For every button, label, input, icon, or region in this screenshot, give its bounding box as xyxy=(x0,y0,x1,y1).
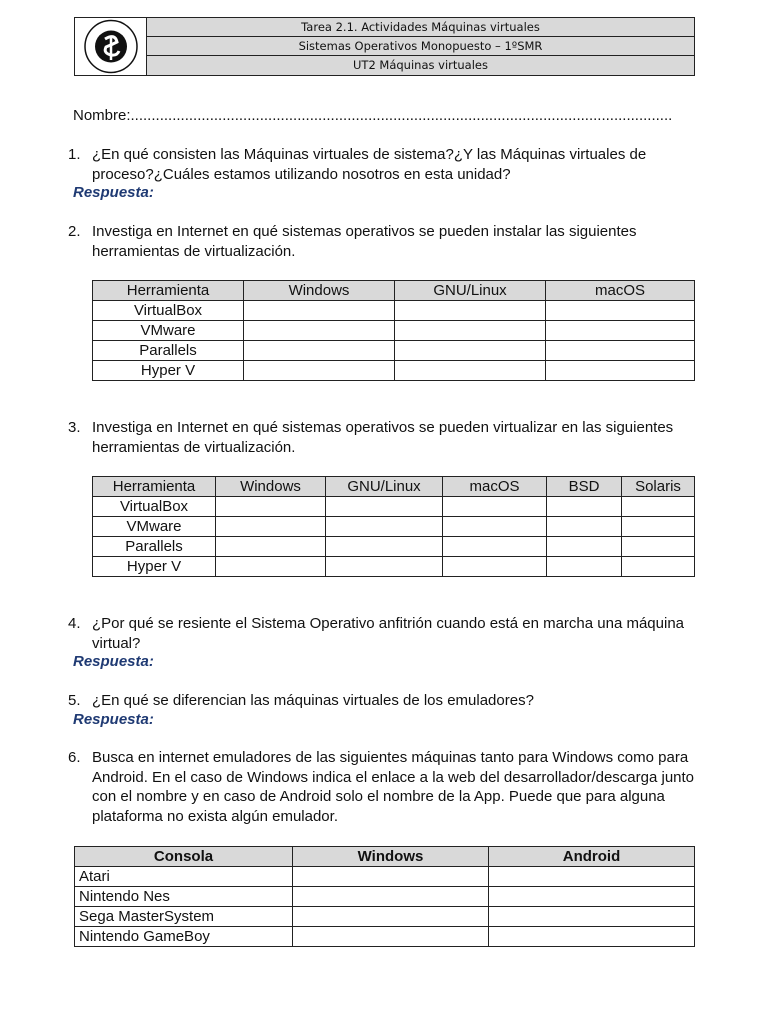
answer-cell[interactable] xyxy=(216,557,326,577)
answer-cell[interactable] xyxy=(293,907,489,927)
table-row xyxy=(93,341,695,361)
table-header-cell: Herramienta xyxy=(93,477,216,497)
response-label: Respuesta: xyxy=(73,711,154,728)
table-row xyxy=(93,537,695,557)
console-name: Atari xyxy=(75,867,293,887)
table-header-cell: Windows xyxy=(244,281,395,301)
virtualize-os-table xyxy=(92,476,695,577)
table-header-cell: Windows xyxy=(293,847,489,867)
answer-cell[interactable] xyxy=(546,301,695,321)
table-row xyxy=(75,867,695,887)
document-header xyxy=(74,17,695,76)
answer-cell[interactable] xyxy=(622,517,695,537)
answer-cell[interactable] xyxy=(216,497,326,517)
question-6-text: Busca en internet emuladores de las siguientes máquinas tanto para Windows como para Android. En el caso de Windows indica el enlace a la web del desarrollador/descarga junto con el nombre y en caso de Android solo el nombre de la App. Puede que para alguna plataforma no exista algún emulador. xyxy=(92,749,695,825)
answer-cell[interactable] xyxy=(547,517,622,537)
table-header-cell: BSD xyxy=(547,477,622,497)
table-header-cell: GNU/Linux xyxy=(395,281,546,301)
question-number: 1. xyxy=(68,146,81,163)
table-row xyxy=(93,557,695,577)
answer-cell[interactable] xyxy=(216,517,326,537)
answer-cell[interactable] xyxy=(547,537,622,557)
table-header-cell: Consola xyxy=(75,847,293,867)
tool-name: VMware xyxy=(93,517,216,537)
answer-cell[interactable] xyxy=(293,867,489,887)
tool-name: VirtualBox xyxy=(93,301,244,321)
question-3-text: Investiga en Internet en qué sistemas operativos se pueden virtualizar en las siguientes herramientas de virtualización. xyxy=(92,419,674,456)
answer-cell[interactable] xyxy=(326,537,443,557)
answer-cell[interactable] xyxy=(622,537,695,557)
tool-name: Parallels xyxy=(93,341,244,361)
answer-cell[interactable] xyxy=(489,867,695,887)
table-header-cell: GNU/Linux xyxy=(326,477,443,497)
answer-cell[interactable] xyxy=(216,537,326,557)
table-header-cell: Windows xyxy=(216,477,326,497)
answer-cell[interactable] xyxy=(293,927,489,947)
table-row xyxy=(75,927,695,947)
tool-name: Hyper V xyxy=(93,557,216,577)
table-row xyxy=(93,497,695,517)
answer-cell[interactable] xyxy=(622,557,695,577)
console-name: Sega MasterSystem xyxy=(75,907,293,927)
question-1-text: ¿En qué consisten las Máquinas virtuales de sistema?¿Y las Máquinas virtuales de proceso?¿Cuáles estamos utilizando nosotros en esta unidad? xyxy=(92,146,647,183)
answer-cell[interactable] xyxy=(443,557,547,577)
answer-cell[interactable] xyxy=(546,361,695,381)
question-number: 3. xyxy=(68,419,81,436)
answer-cell[interactable] xyxy=(293,887,489,907)
tool-name: Hyper V xyxy=(93,361,244,381)
table-header-cell: macOS xyxy=(443,477,547,497)
table-row xyxy=(93,517,695,537)
name-field-line[interactable]: Nombre:.................................................................................................................................. xyxy=(73,107,673,124)
table-row xyxy=(93,321,695,341)
answer-cell[interactable] xyxy=(326,497,443,517)
question-2-text: Investiga en Internet en qué sistemas operativos se pueden instalar las siguientes herramientas de virtualización. xyxy=(92,223,637,260)
answer-cell[interactable] xyxy=(443,517,547,537)
answer-cell[interactable] xyxy=(443,537,547,557)
answer-cell[interactable] xyxy=(244,361,395,381)
console-name: Nintendo Nes xyxy=(75,887,293,907)
table-row xyxy=(93,301,695,321)
answer-cell[interactable] xyxy=(489,887,695,907)
table-header-cell: Herramienta xyxy=(93,281,244,301)
school-logo xyxy=(75,18,147,75)
question-number: 6. xyxy=(68,749,81,766)
answer-cell[interactable] xyxy=(546,321,695,341)
response-label: Respuesta: xyxy=(73,653,154,670)
answer-cell[interactable] xyxy=(489,907,695,927)
answer-cell[interactable] xyxy=(443,497,547,517)
answer-cell[interactable] xyxy=(244,321,395,341)
table-row xyxy=(75,887,695,907)
answer-cell[interactable] xyxy=(395,321,546,341)
question-4-text: ¿Por qué se resiente el Sistema Operativo anfitrión cuando está en marcha una máquina virtual? xyxy=(92,615,685,652)
table-row xyxy=(75,907,695,927)
answer-cell[interactable] xyxy=(326,517,443,537)
answer-cell[interactable] xyxy=(395,361,546,381)
answer-cell[interactable] xyxy=(547,557,622,577)
question-number: 2. xyxy=(68,223,81,240)
table-row xyxy=(93,361,695,381)
answer-cell[interactable] xyxy=(244,341,395,361)
answer-cell[interactable] xyxy=(489,927,695,947)
answer-cell[interactable] xyxy=(395,341,546,361)
header-title: Tarea 2.1. Actividades Máquinas virtuales xyxy=(147,18,694,37)
table-header-cell: macOS xyxy=(546,281,695,301)
header-course: Sistemas Operativos Monopuesto – 1ºSMR xyxy=(147,37,694,56)
answer-cell[interactable] xyxy=(622,497,695,517)
answer-cell[interactable] xyxy=(395,301,546,321)
install-os-table xyxy=(92,280,695,381)
logo-emblem-icon xyxy=(75,18,146,75)
answer-cell[interactable] xyxy=(244,301,395,321)
console-name: Nintendo GameBoy xyxy=(75,927,293,947)
table-header-cell: Android xyxy=(489,847,695,867)
question-number: 5. xyxy=(68,692,81,709)
question-5-text: ¿En qué se diferencian las máquinas virtuales de los emuladores? xyxy=(92,692,534,709)
answer-cell[interactable] xyxy=(546,341,695,361)
response-label: Respuesta: xyxy=(73,184,154,201)
tool-name: VirtualBox xyxy=(93,497,216,517)
header-unit: UT2 Máquinas virtuales xyxy=(147,56,694,75)
tool-name: VMware xyxy=(93,321,244,341)
tool-name: Parallels xyxy=(93,537,216,557)
table-header-cell: Solaris xyxy=(622,477,695,497)
answer-cell[interactable] xyxy=(326,557,443,577)
question-number: 4. xyxy=(68,615,81,632)
emulators-table xyxy=(74,846,695,947)
answer-cell[interactable] xyxy=(547,497,622,517)
